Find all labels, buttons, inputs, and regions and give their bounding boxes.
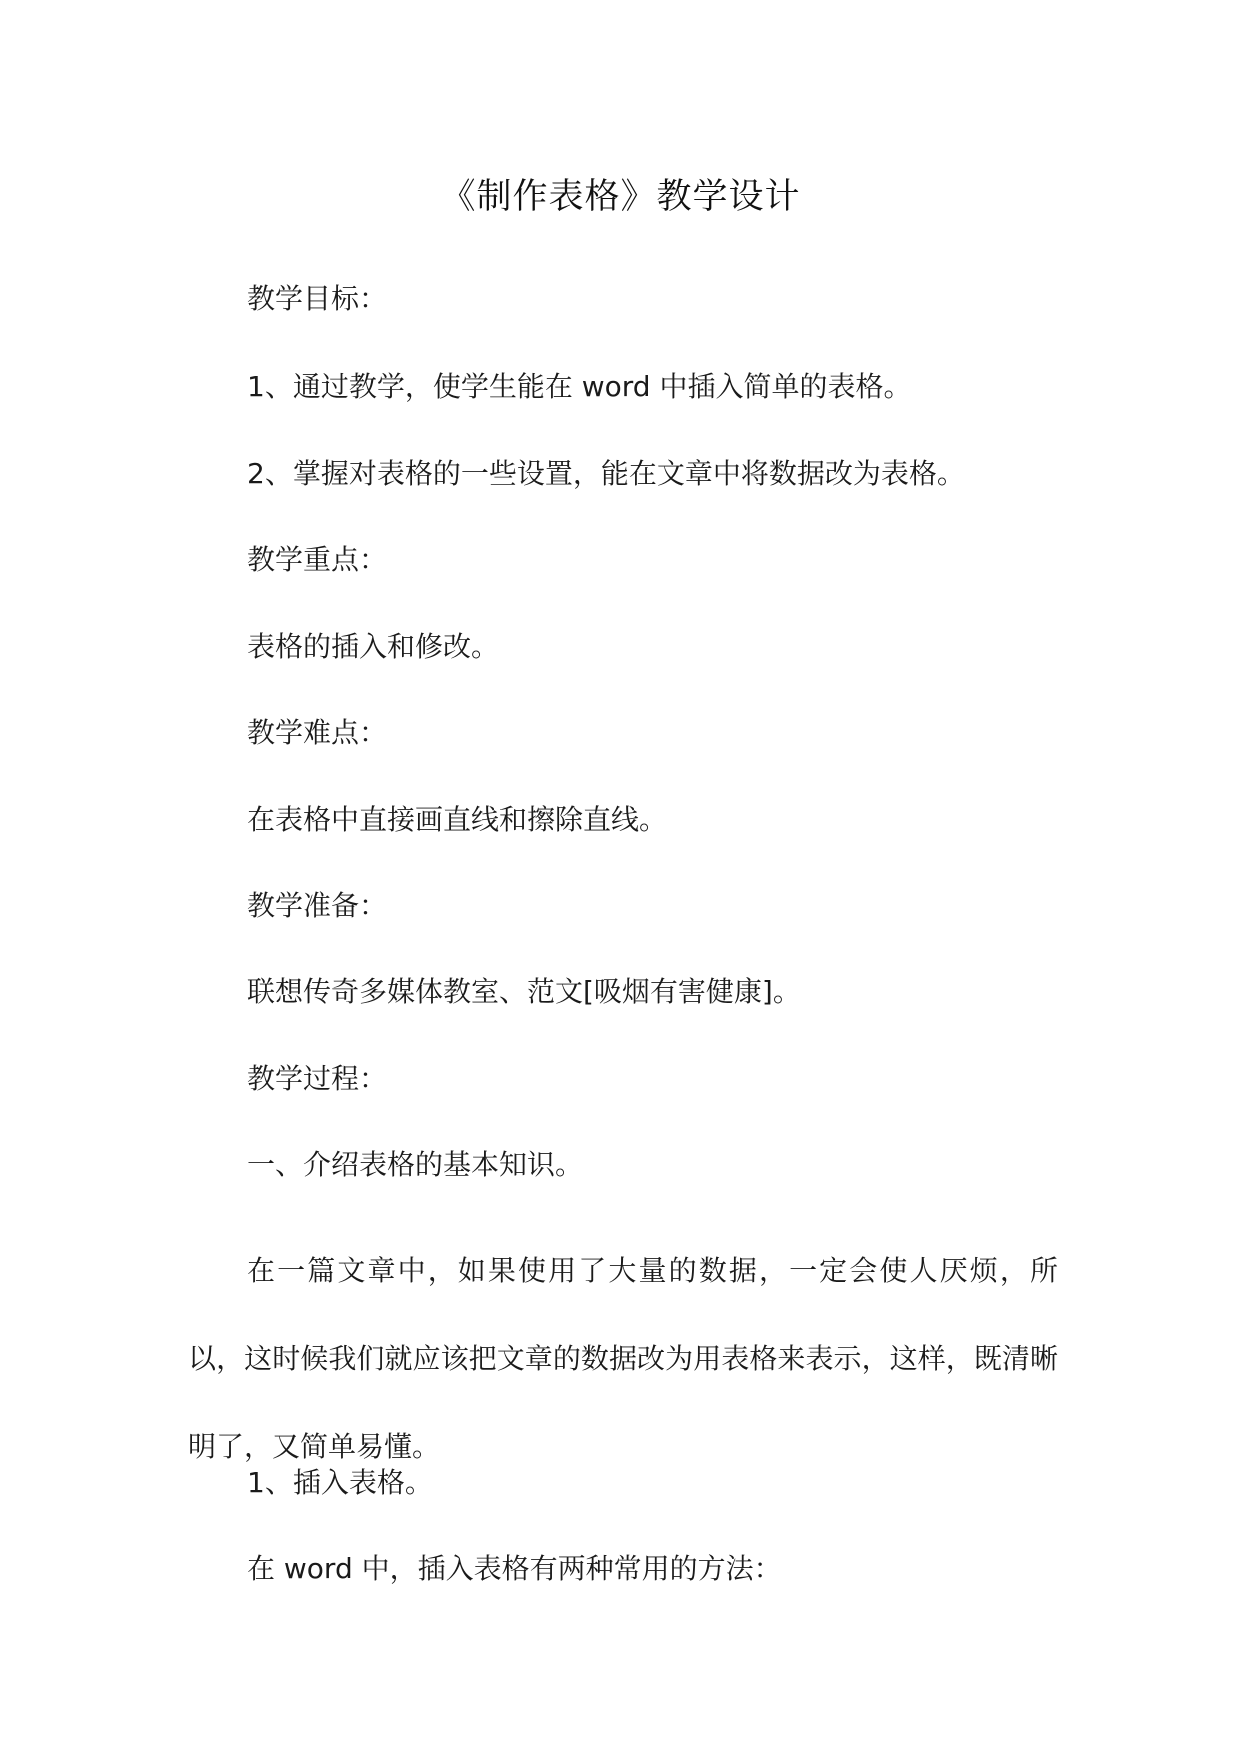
section-heading-key-points: 教学重点： [247, 543, 388, 576]
difficulties-text: 在表格中直接画直线和擦除直线。 [247, 803, 668, 836]
section-heading-process: 教学过程： [247, 1062, 388, 1095]
process-step-1: 一、介绍表格的基本知识。 [247, 1148, 584, 1181]
insert-methods-text: 在 word 中，插入表格有两种常用的方法： [247, 1552, 782, 1585]
preparation-text: 联想传奇多媒体教室、范文[吸烟有害健康]。 [247, 975, 801, 1008]
sub-heading-insert-table: 1、插入表格。 [247, 1466, 433, 1499]
key-points-text: 表格的插入和修改。 [247, 630, 500, 663]
intro-paragraph: 在一篇文章中，如果使用了大量的数据，一定会使人厌烦，所以，这时候我们就应该把文章的数据改为用表格来表示，这样，既清晰明了，又简单易懂。 [188, 1254, 1058, 1463]
section-heading-difficulties: 教学难点： [247, 716, 388, 749]
document-title: 《制作表格》教学设计 [440, 177, 801, 217]
objective-item-1: 1、通过教学，使学生能在 word 中插入简单的表格。 [247, 370, 912, 403]
objective-item-2: 2、掌握对表格的一些设置，能在文章中将数据改为表格。 [247, 457, 965, 490]
section-heading-preparation: 教学准备： [247, 889, 388, 922]
section-heading-objectives: 教学目标： [247, 282, 388, 315]
